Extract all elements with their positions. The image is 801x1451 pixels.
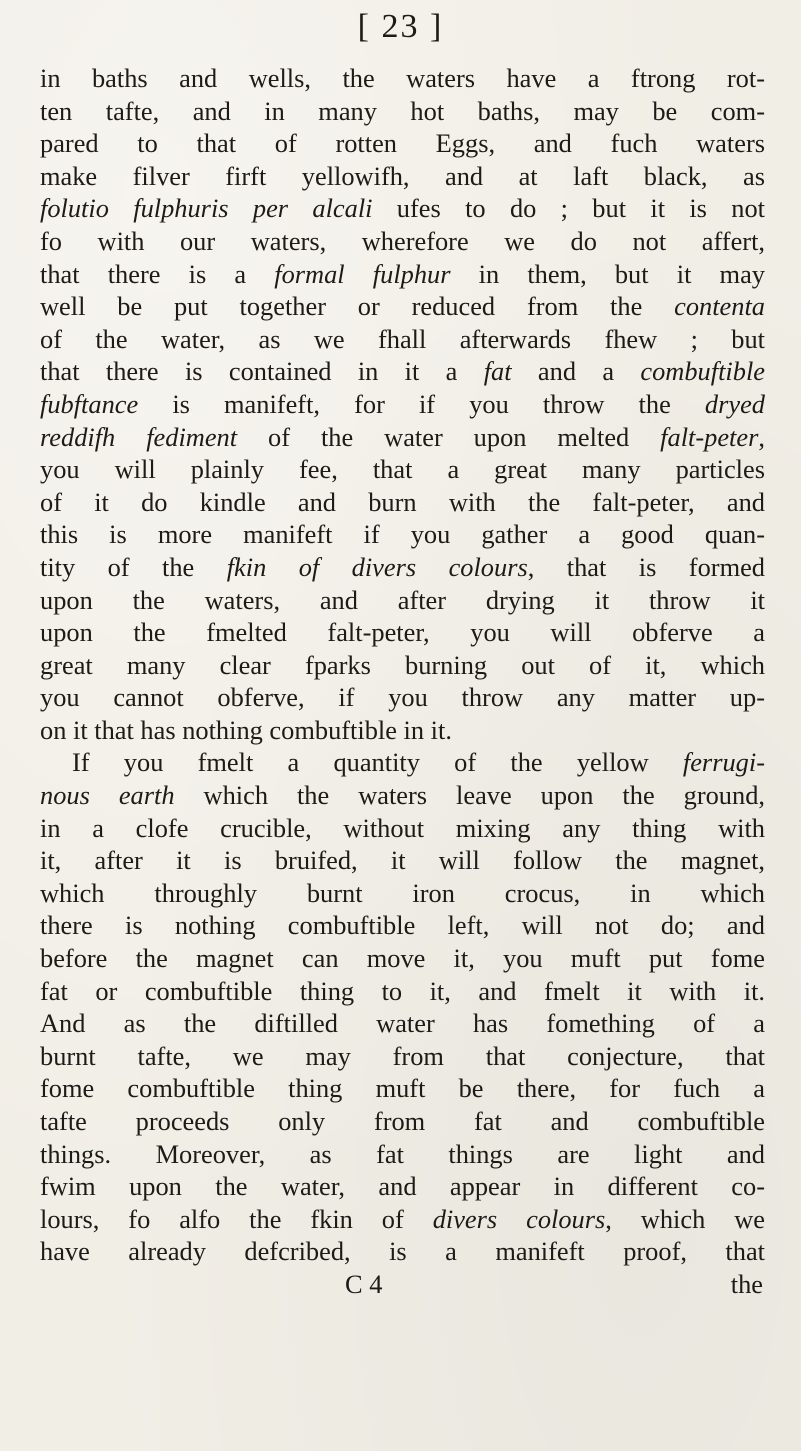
text-line: [40, 551, 765, 584]
text-segment: lours, fo alfo the fkin of: [40, 1203, 433, 1234]
text-segment: , which we: [605, 1203, 765, 1234]
italic-text: reddifh fediment: [40, 421, 238, 452]
text-line: [40, 584, 765, 617]
body-text: [40, 62, 765, 1301]
text-segment: And as the diftilled water has fomething of a: [40, 1008, 765, 1039]
text-line: [40, 1203, 765, 1236]
text-segment: on it that has nothing combuftible in it.: [40, 714, 452, 745]
italic-text: fat: [483, 356, 512, 387]
text-line: [40, 909, 765, 942]
text-segment: fwim upon the water, and appear in different co-: [40, 1171, 765, 1202]
text-segment: of the water, as we fhall afterwards fhew ; but: [40, 323, 765, 354]
italic-text: formal fulphur: [274, 258, 451, 289]
text-line: [40, 746, 765, 779]
italic-text: nous earth: [40, 780, 175, 811]
text-line: [40, 812, 765, 845]
text-segment: this is more manifeft if you gather a good quan-: [40, 519, 765, 550]
text-segment: make filver firft yellowifh, and at laft black, as: [40, 160, 765, 191]
text-segment: of the water upon melted: [237, 421, 661, 452]
text-segment: in baths and wells, the waters have a ftrong rot-: [40, 63, 765, 93]
text-line: [40, 421, 765, 454]
italic-text: folutio fulphuris per alcali: [40, 193, 373, 224]
italic-text: dryed: [704, 388, 765, 419]
text-line: [40, 355, 765, 388]
text-line: [40, 1072, 765, 1105]
text-segment: in them, but it may: [450, 258, 765, 289]
text-line: [40, 1007, 765, 1040]
text-line: [40, 62, 765, 95]
text-line: [40, 518, 765, 551]
text-segment: have already defcribed, is a manifeft proof, that: [40, 1236, 765, 1267]
text-segment: you cannot obferve, if you throw any matter up-: [40, 682, 765, 713]
text-line: [40, 290, 765, 323]
text-line: [40, 975, 765, 1008]
text-line: [40, 1138, 765, 1171]
text-segment: tafte proceeds only from fat and combuftible: [40, 1106, 765, 1136]
text-segment: is manifeft, for if you throw the: [138, 388, 705, 419]
text-line: [40, 844, 765, 877]
text-segment: it, after it is bruifed, it will follow the magnet,: [40, 845, 765, 876]
signature-mark: C 4: [345, 1268, 383, 1299]
text-segment: , that is formed: [527, 551, 766, 582]
italic-text: fkin of divers colours: [226, 551, 528, 582]
text-segment: there is nothing combuftible left, will not do; and: [40, 910, 765, 941]
text-segment: fo with our waters, wherefore we do not affert,: [40, 225, 765, 256]
text-line: [40, 258, 765, 291]
text-line: [40, 192, 765, 225]
text-line: [40, 681, 765, 714]
text-segment: and a: [511, 356, 641, 387]
text-segment: If you fmelt a quantity of the yellow: [72, 747, 683, 778]
italic-text: contenta: [674, 291, 765, 322]
text-line: [40, 1105, 765, 1138]
text-line: [40, 95, 765, 128]
italic-text: falt-peter: [660, 421, 759, 452]
italic-text: divers colours: [432, 1203, 606, 1234]
text-segment: burnt tafte, we may from that conjecture, that: [40, 1040, 765, 1071]
text-segment: tity of the: [40, 551, 227, 582]
text-segment: of it do kindle and burn with the falt-peter, and: [40, 486, 765, 517]
text-segment: before the magnet can move it, you muft put fome: [40, 943, 765, 974]
text-segment: fat or combuftible thing to it, and fmelt it with it.: [40, 975, 765, 1006]
text-segment: you will plainly fee, that a great many particles: [40, 454, 765, 485]
italic-text: combuftible: [640, 356, 765, 387]
text-segment: which throughly burnt iron crocus, in which: [40, 877, 765, 908]
text-line: [40, 1040, 765, 1073]
italic-text: ferrugi-: [682, 747, 765, 778]
text-line: [40, 779, 765, 812]
text-line: [40, 942, 765, 975]
text-segment: pared to that of rotten Eggs, and fuch waters: [40, 128, 765, 159]
footer-line: [40, 1268, 765, 1301]
text-line: [40, 486, 765, 519]
text-line: [40, 1235, 765, 1268]
text-segment: ufes to do ; but it is not: [372, 193, 765, 224]
text-segment: which the waters leave upon the ground,: [174, 780, 765, 811]
text-segment: upon the waters, and after drying it throw it: [40, 584, 765, 615]
text-line: [40, 1170, 765, 1203]
text-segment: ,: [758, 421, 765, 452]
text-segment: ten tafte, and in many hot baths, may be com-: [40, 95, 765, 126]
page-number: [ 23 ]: [357, 8, 444, 45]
text-segment: that there is contained in it a: [40, 356, 484, 387]
text-segment: fome combuftible thing muft be there, for fuch a: [40, 1073, 765, 1104]
text-line: [40, 225, 765, 258]
text-line: [40, 388, 765, 421]
text-segment: well be put together or reduced from the: [40, 291, 675, 322]
text-line: [40, 160, 765, 193]
text-segment: great many clear fparks burning out of it, which: [40, 649, 765, 680]
text-segment: things. Moreover, as fat things are light and: [40, 1138, 765, 1169]
text-line: [40, 616, 765, 649]
text-line: [40, 649, 765, 682]
text-segment: upon the fmelted falt-peter, you will obferve a: [40, 617, 765, 648]
text-segment: that there is a: [40, 258, 275, 289]
text-line: [40, 453, 765, 486]
text-line: [40, 877, 765, 910]
catchword: the: [730, 1268, 763, 1299]
text-line: [40, 714, 765, 747]
italic-text: fubftance: [40, 388, 139, 419]
text-line: [40, 127, 765, 160]
text-line: [40, 323, 765, 356]
text-segment: in a clofe crucible, without mixing any thing with: [40, 812, 765, 843]
